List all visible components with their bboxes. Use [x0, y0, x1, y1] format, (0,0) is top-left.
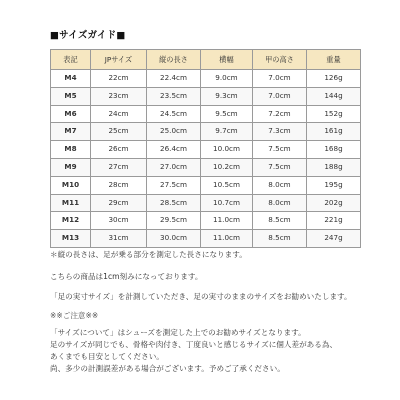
table-row: [51, 105, 361, 123]
column-header: 表記: [51, 50, 91, 70]
table-cell: 22cm: [91, 70, 147, 88]
table-cell: 27cm: [91, 158, 147, 176]
size-table-header-row: [51, 50, 361, 70]
table-cell: 31cm: [91, 230, 147, 248]
table-cell: 7.0cm: [253, 70, 307, 88]
table-row: [51, 176, 361, 194]
size-table: [50, 49, 361, 248]
size-table-body: [51, 70, 361, 248]
table-cell: 8.5cm: [253, 230, 307, 248]
table-cell: 26cm: [91, 141, 147, 159]
table-row: [51, 141, 361, 159]
table-cell: 27.5cm: [147, 176, 201, 194]
table-cell: 24cm: [91, 105, 147, 123]
table-cell: 28cm: [91, 176, 147, 194]
unit-note: こちらの商品は1cm刻みになっております。: [50, 271, 203, 281]
table-cell: 9.7cm: [201, 123, 253, 141]
caution-line: 足のサイズが同じでも、骨格や肉付き、丁度良いと感じるサイズに個人差がある為、: [50, 339, 338, 349]
table-cell: 161g: [307, 123, 361, 141]
measure-note: 「足の実寸サイズ」を計測していただき、足の実寸のままのサイズをお勧めいたします。: [50, 291, 352, 301]
table-cell: 7.0cm: [253, 87, 307, 105]
table-cell: 202g: [307, 194, 361, 212]
table-cell: 195g: [307, 176, 361, 194]
size-guide-title: ■サイズガイド■: [50, 30, 126, 41]
column-header: 縦の長さ: [147, 50, 201, 70]
column-header: 重量: [307, 50, 361, 70]
table-cell: 11.0cm: [201, 230, 253, 248]
table-cell: 9.3cm: [201, 87, 253, 105]
caution-line: 「サイズについて」はシューズを測定した上でのお勧めサイズとなります。: [50, 327, 306, 337]
size-label-cell: M7: [51, 123, 91, 141]
table-row: [51, 123, 361, 141]
size-label-cell: M10: [51, 176, 91, 194]
table-cell: 188g: [307, 158, 361, 176]
table-cell: 144g: [307, 87, 361, 105]
size-label-cell: M11: [51, 194, 91, 212]
table-cell: 28.5cm: [147, 194, 201, 212]
table-row: [51, 212, 361, 230]
size-label-cell: M12: [51, 212, 91, 230]
table-cell: 152g: [307, 105, 361, 123]
table-cell: 10.5cm: [201, 176, 253, 194]
caution-line: あくまでも目安としてください。: [50, 351, 164, 361]
size-label-cell: M4: [51, 70, 91, 88]
caution-line: 尚、多少の計測誤差がある場合がございます。予めご了承ください。: [50, 363, 285, 373]
size-label-cell: M5: [51, 87, 91, 105]
column-header: 横幅: [201, 50, 253, 70]
table-cell: 30cm: [91, 212, 147, 230]
table-cell: 221g: [307, 212, 361, 230]
table-cell: 126g: [307, 70, 361, 88]
table-cell: 7.3cm: [253, 123, 307, 141]
table-cell: 29cm: [91, 194, 147, 212]
table-cell: 25cm: [91, 123, 147, 141]
table-cell: 11.0cm: [201, 212, 253, 230]
length-note: ＊縦の長さは、足が乗る部分を測定した長さになります。: [50, 249, 247, 259]
table-cell: 23cm: [91, 87, 147, 105]
table-cell: 9.5cm: [201, 105, 253, 123]
table-row: [51, 87, 361, 105]
table-cell: 10.7cm: [201, 194, 253, 212]
size-label-cell: M8: [51, 141, 91, 159]
table-cell: 10.2cm: [201, 158, 253, 176]
table-cell: 8.0cm: [253, 194, 307, 212]
table-row: [51, 70, 361, 88]
table-cell: 7.5cm: [253, 158, 307, 176]
caution-block: [50, 327, 360, 375]
column-header: JPサイズ: [91, 50, 147, 70]
table-cell: 10.0cm: [201, 141, 253, 159]
table-row: [51, 194, 361, 212]
table-row: [51, 230, 361, 248]
size-label-cell: M9: [51, 158, 91, 176]
table-cell: 29.5cm: [147, 212, 201, 230]
table-cell: 9.0cm: [201, 70, 253, 88]
table-cell: 7.2cm: [253, 105, 307, 123]
table-cell: 27.0cm: [147, 158, 201, 176]
caution-title: ※※ご注意※※: [50, 310, 99, 320]
table-cell: 247g: [307, 230, 361, 248]
column-header: 甲の高さ: [253, 50, 307, 70]
table-cell: 26.4cm: [147, 141, 201, 159]
table-cell: 22.4cm: [147, 70, 201, 88]
table-cell: 168g: [307, 141, 361, 159]
table-cell: 7.5cm: [253, 141, 307, 159]
table-cell: 30.0cm: [147, 230, 201, 248]
table-row: [51, 158, 361, 176]
table-cell: 23.5cm: [147, 87, 201, 105]
size-label-cell: M6: [51, 105, 91, 123]
table-cell: 8.0cm: [253, 176, 307, 194]
size-label-cell: M13: [51, 230, 91, 248]
table-cell: 24.5cm: [147, 105, 201, 123]
table-cell: 25.0cm: [147, 123, 201, 141]
table-cell: 8.5cm: [253, 212, 307, 230]
